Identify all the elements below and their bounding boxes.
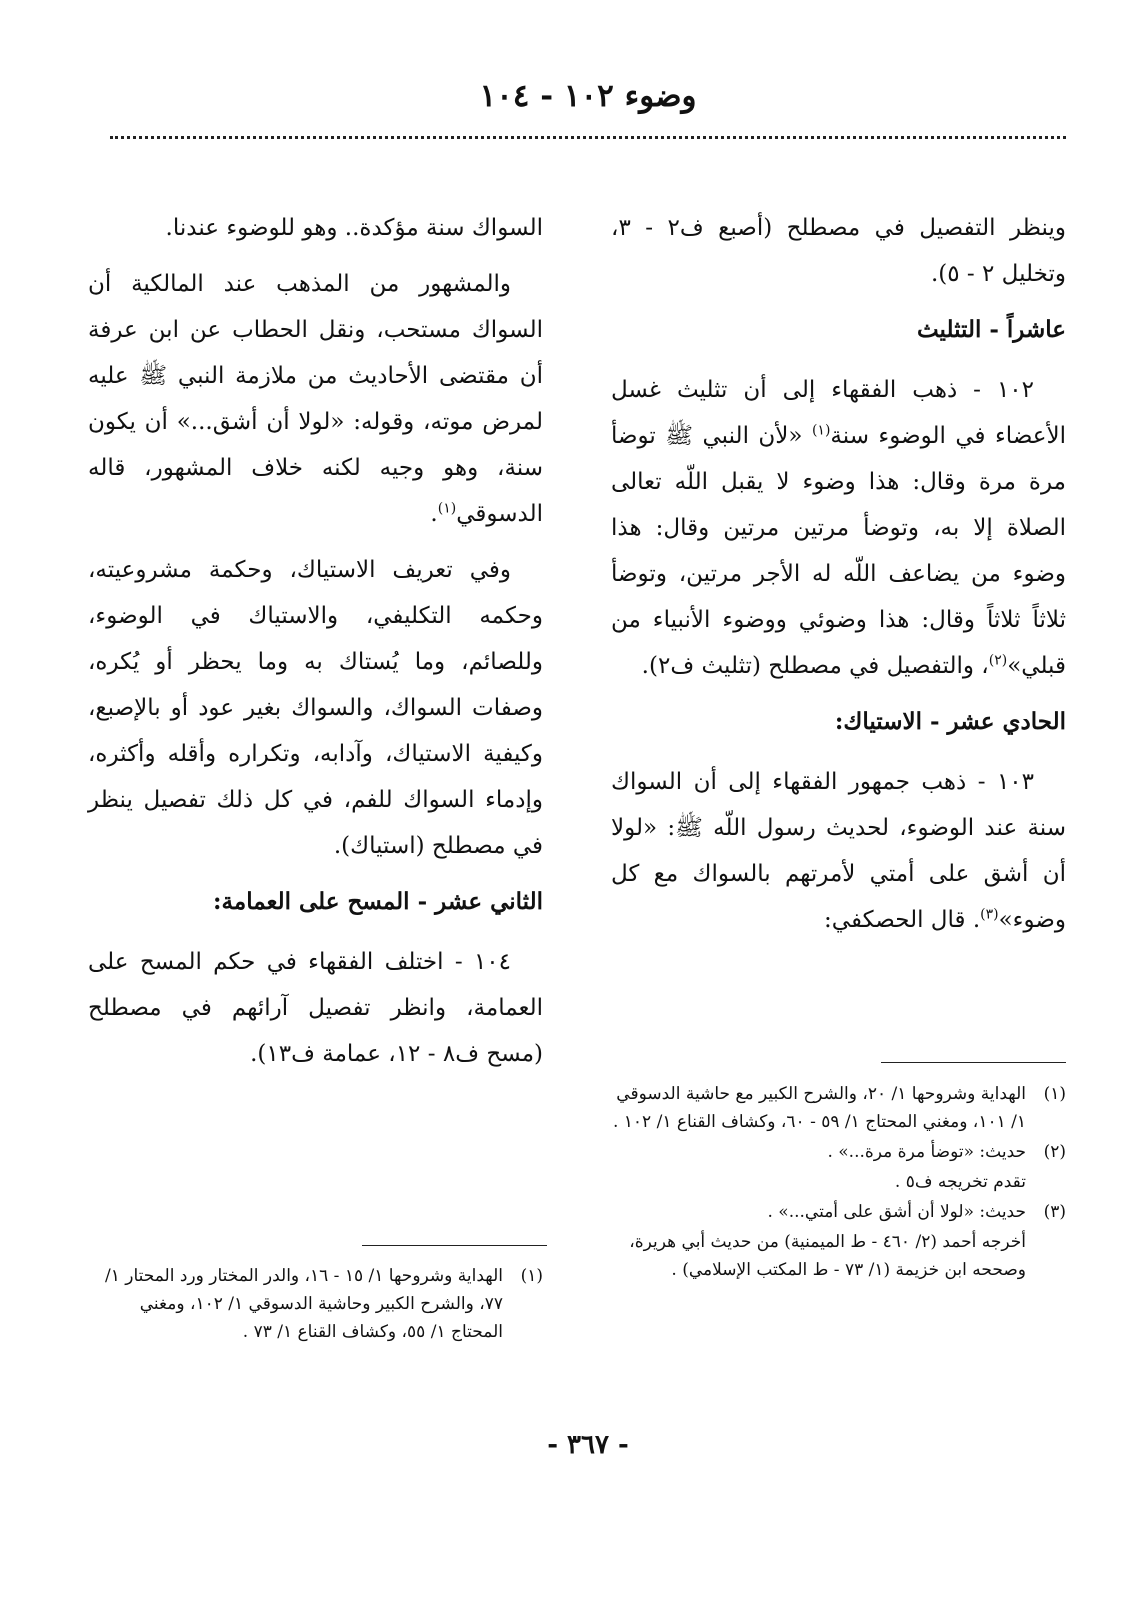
footnote-item bbox=[611, 1198, 1066, 1226]
footnote-subtext: تقدم تخريجه ف٥ . bbox=[894, 1172, 1026, 1192]
page-number: - ٣٦٧ - bbox=[547, 1430, 629, 1460]
footnote-ref-2: (٢) bbox=[988, 652, 1008, 669]
paragraph-malikiyya-text: والمشهور من المذهب عند المالكية أن السواك مستحب، ونقل الحطاب عن ابن عرفة أن مقتضى الأحاديث من ملازمة النبي ﷺ عليه لمرض موته، وقوله: «لولا أن أشق...» أن يكون سنة، وهو وجيه لكنه خلاف المشهور، قاله الدسوقي bbox=[88, 271, 543, 527]
paragraph-102-text-b: «لأن النبي ﷺ توضأ مرة مرة وقال: هذا وضوء لا يقبل اللّه تعالى الصلاة إلا به، وتوضأ مرتين مرتين وقال: هذا وضوء من يضاعف اللّه له الأجر مرتين، وتوضأ ثلاثاً ثلاثاً وقال: هذا وضوئي ووضوء الأنبياء من قبلي» bbox=[611, 423, 1066, 679]
page-header: وضوء ١٠٢ - ١٠٤ bbox=[479, 78, 697, 114]
footnote-text: الهداية وشروحها ١/ ١٥ - ١٦، والدر المختار ورد المحتار ١/ ٧٧، والشرح الكبير وحاشية الدسوقي ١/ ١٠٢، ومغني المحتاج ١/ ٥٥، وكشاف القناع ١/ ٧٣ . bbox=[104, 1266, 503, 1342]
footnote-item bbox=[611, 1080, 1066, 1136]
paragraph-continuation: السواك سنة مؤكدة.. وهو للوضوء عندنا. bbox=[165, 215, 543, 241]
footnote-divider-left bbox=[362, 1245, 547, 1246]
paragraph-103-text-b: . قال الحصكفي: bbox=[824, 907, 981, 933]
footnote-subtext: أخرجه أحمد (٢/ ٤٦٠ - ط الميمنية) من حديث أبي هريرة، وصححه ابن خزيمة (١/ ٧٣ - ط المكتب الإسلامي) . bbox=[629, 1232, 1026, 1280]
heading-istiyak: الحادي عشر - الاستياك: bbox=[834, 708, 1066, 735]
footnote-number: (٣) bbox=[1043, 1202, 1066, 1222]
footnote-ref-left-1: (١) bbox=[437, 500, 457, 517]
paragraph-102-text-a: ١٠٢ - ذهب الفقهاء إلى أن تثليث غسل الأعضاء في الوضوء سنة bbox=[611, 377, 1066, 449]
heading-mash-imama: الثاني عشر - المسح على العمامة: bbox=[213, 888, 543, 915]
footnotes-right bbox=[611, 1080, 1066, 1286]
footnote-number: (١) bbox=[1043, 1084, 1066, 1104]
paragraph-102-text-c: ، والتفصيل في مصطلح (تثليث ف٢). bbox=[641, 653, 989, 679]
right-column bbox=[611, 205, 1066, 953]
paragraph-malikiyya bbox=[88, 261, 543, 537]
footnote-text: الهداية وشروحها ١/ ٢٠، والشرح الكبير مع حاشية الدسوقي ١/ ١٠١، ومغني المحتاج ١/ ٥٩ - ٦٠، وكشاف القناع ١/ ١٠٢ . bbox=[612, 1084, 1026, 1132]
paragraph-intro: وينظر التفصيل في مصطلح (أصبع ف٢ - ٣، وتخليل ٢ - ٥). bbox=[611, 215, 1067, 287]
header-dotted-rule bbox=[110, 136, 1066, 139]
paragraph-103-text-a: ١٠٣ - ذهب جمهور الفقهاء إلى أن السواك سنة عند الوضوء، لحديث رسول اللّه ﷺ: «لولا أن أشق على أمتي لأمرتهم بالسواك مع كل وضوء» bbox=[611, 769, 1066, 933]
footnote-ref-1: (١) bbox=[811, 422, 831, 439]
paragraph-istiyak-details: وفي تعريف الاستياك، وحكمة مشروعيته، وحكمه التكليفي، والاستياك في الوضوء، وللصائم، وما يُستاك به وما يحظر أو يُكره، وصفات السواك، والسواك بغير عود أو بالإصبع، وكيفية الاستياك، وآدابه، وتكراره وأقله وأكثره، وإدماء السواك للفم، في كل ذلك تفصيل ينظر في مصطلح (استياك). bbox=[88, 557, 543, 859]
paragraph-malikiyya-end: . bbox=[430, 501, 438, 527]
footnote-number: (٢) bbox=[1043, 1142, 1066, 1162]
footnote-text: حديث: «توضأ مرة مرة...» . bbox=[827, 1142, 1026, 1162]
heading-tathlith: عاشراً - التثليث bbox=[916, 316, 1066, 343]
paragraph-102 bbox=[611, 367, 1066, 689]
paragraph-104: ١٠٤ - اختلف الفقهاء في حكم المسح على العمامة، وانظر تفصيل آرائهم في مصطلح (مسح ف٨ - ١٢، عمامة ف١٣). bbox=[88, 949, 543, 1067]
footnotes-left bbox=[88, 1262, 543, 1348]
footnote-item bbox=[611, 1138, 1066, 1166]
footnote-item bbox=[88, 1262, 543, 1346]
paragraph-103 bbox=[611, 759, 1066, 943]
footnote-number: (١) bbox=[520, 1266, 543, 1286]
left-column bbox=[88, 205, 543, 1087]
footnote-divider-right bbox=[881, 1062, 1066, 1063]
footnote-ref-3: (٣) bbox=[980, 906, 999, 923]
footnote-text: حديث: «لولا أن أشق على أمتي...» . bbox=[767, 1202, 1026, 1222]
